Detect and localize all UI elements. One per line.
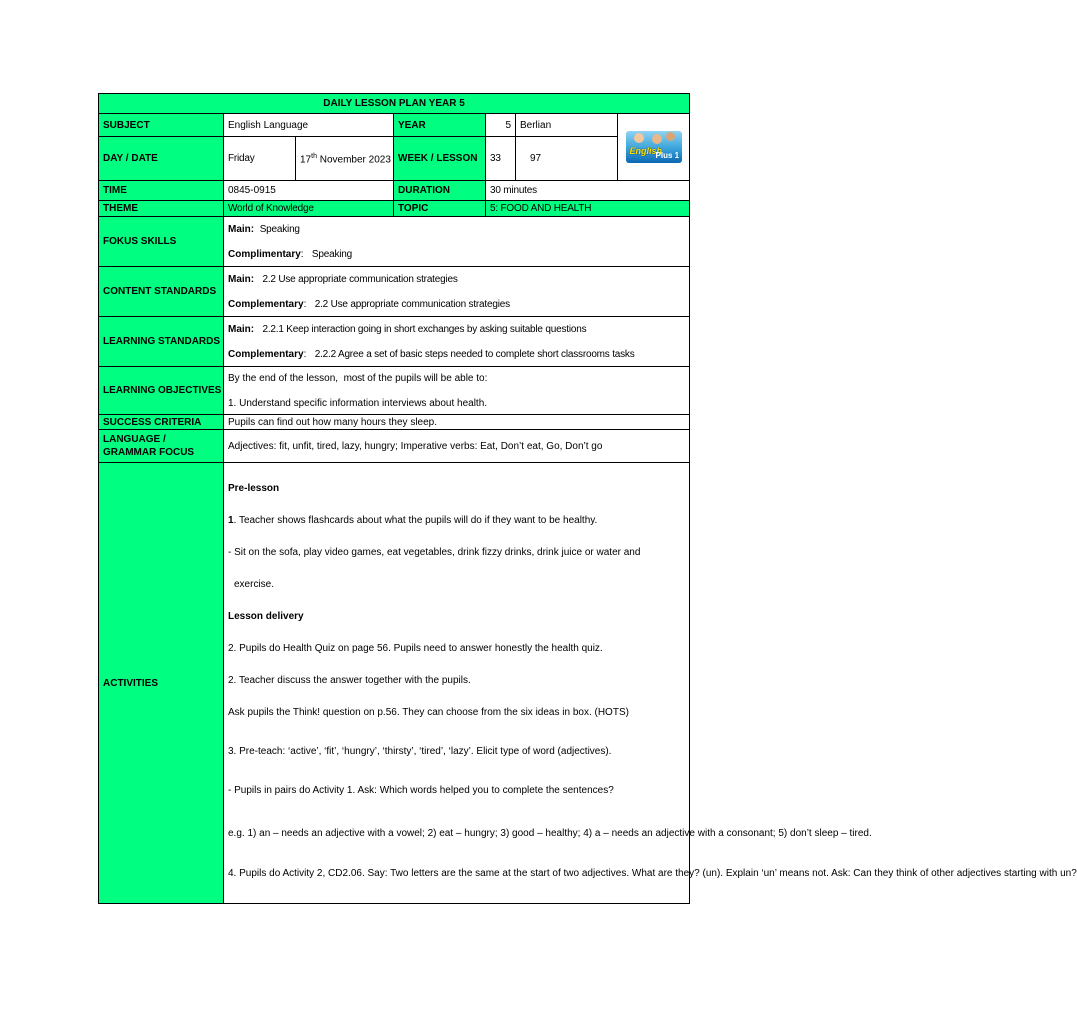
language-focus-label: LANGUAGE / GRAMMAR FOCUS [99, 430, 224, 463]
plan-title: DAILY LESSON PLAN YEAR 5 [99, 94, 690, 114]
duration-value: 30 minutes [486, 181, 690, 201]
activity-step-3: 3. Pre-teach: ‘active’, ‘fit’, ‘hungry’, ‘thirsty’, ‘tired’, ‘lazy’. Elicit type of word (adjectives). [228, 745, 612, 757]
activities-label: ACTIVITIES [99, 463, 224, 904]
activity-step-1-list-cont: exercise. [234, 578, 275, 590]
language-focus-value: Adjectives: fit, unfit, tired, lazy, hungry; Imperative verbs: Eat, Don’t eat, Go, Don’t go [224, 430, 690, 463]
learning-objectives-cell: By the end of the lesson, most of the pupils will be able to: 1. Understand specific information interviews about health. [224, 367, 690, 415]
success-criteria-value: Pupils can find out how many hours they sleep. [224, 415, 690, 430]
day-date-label: DAY / DATE [99, 137, 224, 181]
lesson-plan-table [98, 93, 1077, 904]
theme-label: THEME [99, 201, 224, 217]
lesson-plan-sheet [98, 93, 1077, 902]
content-standards-cell: Main: 2.2 Use appropriate communication strategies Complementary: 2.2 Use appropriate communication strategies [224, 267, 690, 317]
content-standards-label: CONTENT STANDARDS [99, 267, 224, 317]
lesson-delivery-heading: Lesson delivery [228, 610, 304, 622]
activity-step-2a: 2. Pupils do Health Quiz on page 56. Pupils need to answer honestly the health quiz. [228, 642, 603, 654]
week-lesson-label: WEEK / LESSON [394, 137, 486, 181]
day-value: Friday [224, 137, 296, 181]
year-label: YEAR [394, 114, 486, 137]
focus-skills-label: FOKUS SKILLS [99, 217, 224, 267]
focus-skills-cell: Main: Speaking Complimentary: Speaking [224, 217, 690, 267]
pre-lesson-heading: Pre-lesson [228, 482, 280, 494]
activity-step-2b: 2. Teacher discuss the answer together with the pupils. [228, 674, 471, 686]
topic-value: 5: FOOD AND HEALTH [486, 201, 690, 217]
subject-label: SUBJECT [99, 114, 224, 137]
activity-think-question: Ask pupils the Think! question on p.56. They can choose from the six ideas in box. (HOTS) [228, 706, 629, 718]
success-criteria-label: SUCCESS CRITERIA [99, 415, 224, 430]
activities-cell [224, 463, 1077, 904]
activity-step-4: 4. Pupils do Activity 2, CD2.06. Say: Two letters are the same at the start of two adjectives. What are they? (un). Explain ‘un’ means not. Ask: Can they think of other adjectives starting with un? [228, 867, 1077, 879]
topic-label: TOPIC [394, 201, 486, 217]
year-value: 5 [486, 114, 516, 137]
logo-cell [618, 114, 690, 181]
learning-standards-label: LEARNING STANDARDS [99, 317, 224, 367]
time-label: TIME [99, 181, 224, 201]
activity-example: e.g. 1) an – needs an adjective with a vowel; 2) eat – hungry; 3) good – healthy; 4) a – needs an adjective with a consonant; 5) don’t sleep – tired. [228, 827, 872, 839]
date-value: 17th November 2023 [296, 137, 394, 181]
week-value: 33 [486, 137, 516, 181]
duration-label: DURATION [394, 181, 486, 201]
english-plus-logo: English Plus 1 [626, 131, 682, 163]
activity-step-1: 1. Teacher shows flashcards about what the pupils will do if they want to be healthy. [228, 514, 598, 526]
activity-step-3-pairs: - Pupils in pairs do Activity 1. Ask: Which words helped you to complete the sentences? [228, 784, 614, 796]
learning-objectives-label: LEARNING OBJECTIVES [99, 367, 224, 415]
learning-standards-cell: Main: 2.2.1 Keep interaction going in short exchanges by asking suitable questions Complementary: 2.2.2 Agree a set of basic steps needed to complete short classrooms tasks [224, 317, 690, 367]
subject-value: English Language [224, 114, 394, 137]
class-value: Berlian [516, 114, 618, 137]
lesson-number: 97 [516, 137, 618, 181]
time-value: 0845-0915 [224, 181, 394, 201]
theme-value: World of Knowledge [224, 201, 394, 217]
activity-step-1-list: - Sit on the sofa, play video games, eat vegetables, drink fizzy drinks, drink juice or water and [228, 546, 641, 558]
